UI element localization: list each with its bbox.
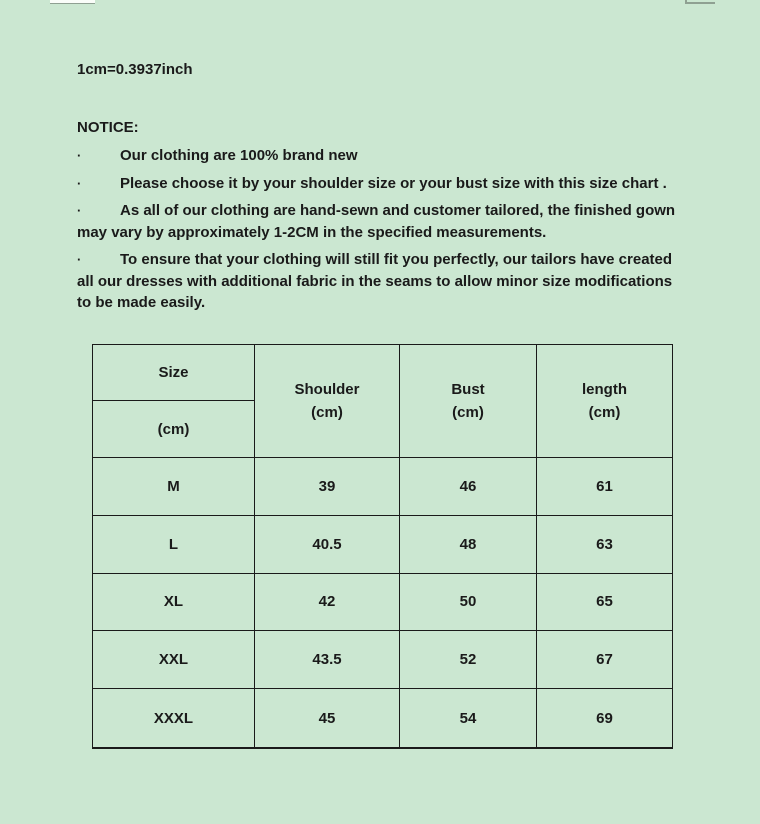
cell-bust: 46 bbox=[400, 458, 537, 516]
cell-bust: 52 bbox=[400, 631, 537, 689]
notice-item bbox=[77, 173, 690, 195]
header-row-top bbox=[93, 345, 673, 401]
unit-conversion-note: 1cm=0.3937inch bbox=[77, 61, 193, 78]
table-row bbox=[93, 573, 673, 631]
notice-item-text: Our clothing are 100% brand new bbox=[120, 147, 358, 164]
cell-size: M bbox=[93, 458, 255, 516]
cell-length: 67 bbox=[537, 631, 673, 689]
cell-bust: 48 bbox=[400, 515, 537, 573]
cell-bust: 54 bbox=[400, 689, 537, 748]
cell-shoulder: 40.5 bbox=[255, 515, 400, 573]
notice-item bbox=[77, 145, 690, 167]
cell-size: L bbox=[93, 515, 255, 573]
notice-item-text: As all of our clothing are hand-sewn and customer tailored, the finished gown may vary by approximately 1-2CM in the specified measurements. bbox=[77, 202, 676, 241]
header-length bbox=[537, 345, 673, 458]
header-shoulder-label: Shoulder bbox=[294, 381, 360, 398]
top-edge-artifact-right bbox=[685, 0, 715, 4]
notice-heading: NOTICE: bbox=[77, 119, 139, 136]
cell-shoulder: 39 bbox=[255, 458, 400, 516]
notice-section bbox=[77, 117, 690, 320]
header-size-label: Size bbox=[93, 345, 255, 401]
cell-length: 61 bbox=[537, 458, 673, 516]
notice-item-text: To ensure that your clothing will still fit you perfectly, our tailors have created all our dresses with additional fabric in the seams to allow minor size modifications to be made easily. bbox=[77, 251, 673, 311]
header-length-label: length bbox=[582, 381, 627, 398]
cell-length: 69 bbox=[537, 689, 673, 748]
bullet-dot: · bbox=[77, 148, 82, 163]
header-bust-label: Bust bbox=[451, 381, 485, 398]
header-bust bbox=[400, 345, 537, 458]
header-shoulder bbox=[255, 345, 400, 458]
header-shoulder-unit: (cm) bbox=[311, 404, 343, 421]
header-bust-unit: (cm) bbox=[452, 404, 484, 421]
notice-item-text: Please choose it by your shoulder size or your bust size with this size chart . bbox=[120, 174, 667, 192]
cell-size: XXL bbox=[93, 631, 255, 689]
header-size-unit: (cm) bbox=[93, 401, 255, 458]
bullet-dot: · bbox=[77, 252, 82, 267]
cell-shoulder: 42 bbox=[255, 573, 400, 631]
cell-shoulder: 43.5 bbox=[255, 631, 400, 689]
cell-shoulder: 45 bbox=[255, 689, 400, 748]
notice-item bbox=[77, 200, 690, 243]
bullet-dot: · bbox=[77, 203, 82, 218]
header-length-unit: (cm) bbox=[588, 404, 621, 421]
cell-length: 63 bbox=[537, 515, 673, 573]
top-edge-artifact-left bbox=[50, 0, 95, 4]
table-row bbox=[93, 631, 673, 689]
table-row bbox=[93, 458, 673, 516]
cell-size: XXXL bbox=[93, 689, 255, 748]
notice-item bbox=[77, 249, 690, 314]
cell-size: XL bbox=[93, 573, 255, 631]
cell-length: 65 bbox=[537, 573, 673, 631]
table-row bbox=[93, 689, 673, 748]
cell-bust: 50 bbox=[400, 573, 537, 631]
bullet-dot: · bbox=[77, 175, 82, 191]
size-chart-table bbox=[92, 344, 673, 749]
table-row bbox=[93, 515, 673, 573]
